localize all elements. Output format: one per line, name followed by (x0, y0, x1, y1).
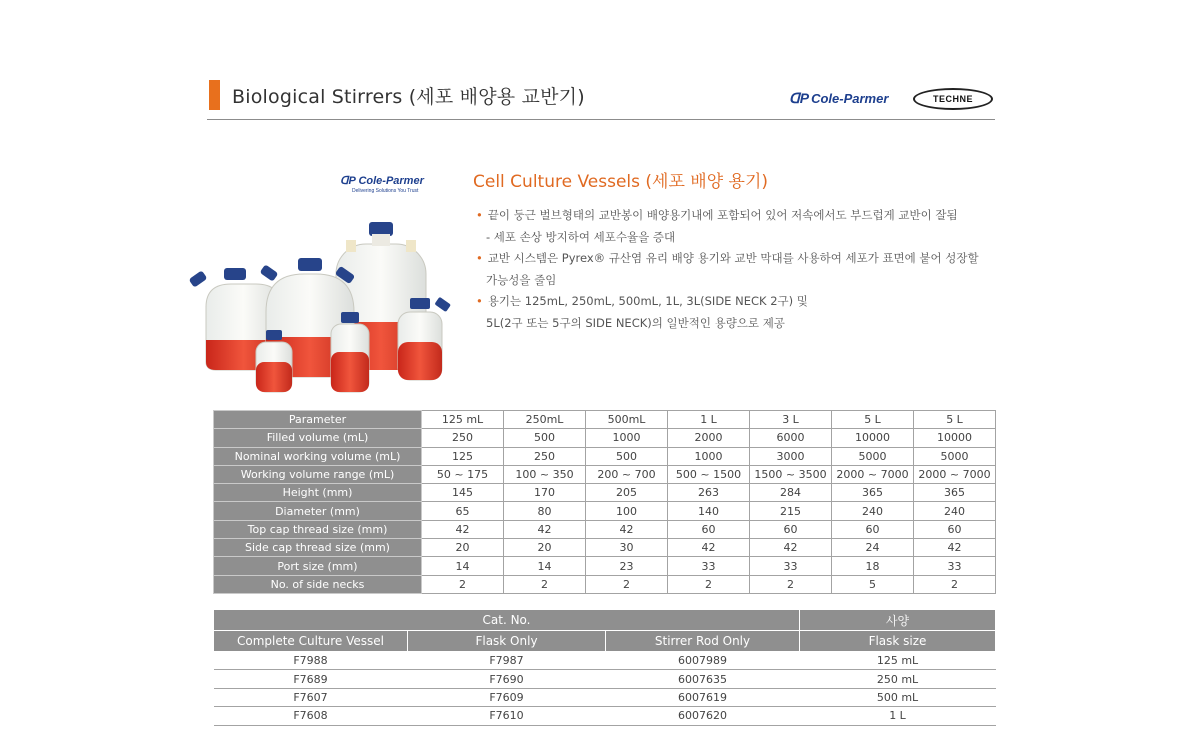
catalog-cell: F7988 (214, 652, 408, 670)
catalog-cell: 6007619 (606, 688, 800, 706)
spec-cell: 42 (504, 520, 586, 538)
col-header-stirrer-rod: Stirrer Rod Only (606, 631, 800, 652)
spec-cell: 6000 (750, 429, 832, 447)
catalog-cell: 6007989 (606, 652, 800, 670)
page-title: Biological Stirrers (세포 배양용 교반기) (232, 86, 585, 108)
spec-cell: 365 (914, 484, 996, 502)
spec-cell: 5 L (832, 411, 914, 429)
spec-cell: 20 (422, 539, 504, 557)
table-row (214, 557, 996, 575)
spec-cell: 33 (750, 557, 832, 575)
catalog-cell: 250 mL (800, 670, 996, 688)
catalog-cell: 1 L (800, 707, 996, 725)
list-item: • 끝이 둥근 벌브형태의 교반봉이 배양용기내에 포함되어 있어 저속에서도 부드럽게 교반이 잘됨 (476, 208, 958, 222)
col-header-complete-vessel: Complete Culture Vessel (214, 631, 408, 652)
page-header (207, 78, 995, 120)
spec-cell: 2 (750, 575, 832, 593)
spec-cell: 5 (832, 575, 914, 593)
bullet-icon: • (476, 251, 483, 265)
table-row (214, 652, 996, 670)
table-row (214, 670, 996, 688)
spec-cell: 3 L (750, 411, 832, 429)
spec-cell: 500 (586, 447, 668, 465)
cat-no-group-header: Cat. No. (214, 610, 800, 631)
table-row (214, 429, 996, 447)
spec-cell: 5000 (832, 447, 914, 465)
parameter-label: Port size (mm) (214, 557, 422, 575)
table-row (214, 465, 996, 483)
table-row (214, 539, 996, 557)
feature-bullet-list (476, 205, 979, 334)
spec-cell: 2000 (668, 429, 750, 447)
table-row (214, 707, 996, 725)
spec-cell: 100 ~ 350 (504, 465, 586, 483)
spec-cell: 60 (832, 520, 914, 538)
spec-cell: 60 (750, 520, 832, 538)
catalog-cell: F7607 (214, 688, 408, 706)
table-row (214, 575, 996, 593)
spec-cell: 65 (422, 502, 504, 520)
spec-cell: 125 mL (422, 411, 504, 429)
parameter-label: Height (mm) (214, 484, 422, 502)
table-row (214, 447, 996, 465)
spec-cell: 33 (668, 557, 750, 575)
spec-cell: 60 (914, 520, 996, 538)
spec-cell: 33 (914, 557, 996, 575)
spec-cell: 50 ~ 175 (422, 465, 504, 483)
spec-cell: 250mL (504, 411, 586, 429)
spec-cell: 500 ~ 1500 (668, 465, 750, 483)
spec-cell: 2 (668, 575, 750, 593)
list-item: 가능성을 줄임 (486, 272, 557, 287)
cole-parmer-mark-icon: ᗡP (340, 175, 359, 187)
catalog-cell: F7689 (214, 670, 408, 688)
spec-cell: 125 (422, 447, 504, 465)
catalog-cell: F7610 (408, 707, 606, 725)
table-row (214, 688, 996, 706)
spec-cell: 10000 (914, 429, 996, 447)
catalog-cell: 6007635 (606, 670, 800, 688)
col-header-flask-only: Flask Only (408, 631, 606, 652)
spec-cell: 240 (914, 502, 996, 520)
spec-group-header: 사양 (800, 610, 996, 631)
spec-cell: 140 (668, 502, 750, 520)
spec-cell: 42 (422, 520, 504, 538)
catalog-cell: 6007620 (606, 707, 800, 725)
parameter-label: No. of side necks (214, 575, 422, 593)
spec-cell: 215 (750, 502, 832, 520)
spec-cell: 200 ~ 700 (586, 465, 668, 483)
parameter-label: Filled volume (mL) (214, 429, 422, 447)
table-row (214, 502, 996, 520)
spec-cell: 2000 ~ 7000 (914, 465, 996, 483)
spec-cell: 2 (422, 575, 504, 593)
spec-cell: 2 (586, 575, 668, 593)
parameter-label: Diameter (mm) (214, 502, 422, 520)
cole-parmer-logo: ᗡP Cole-Parmer (789, 90, 889, 106)
spec-cell: 2000 ~ 7000 (832, 465, 914, 483)
spec-cell: 1500 ~ 3500 (750, 465, 832, 483)
spec-cell: 1000 (668, 447, 750, 465)
culture-vessels-photo (186, 212, 456, 398)
spec-cell: 500 (504, 429, 586, 447)
catalog-cell: F7609 (408, 688, 606, 706)
specification-table (213, 410, 996, 594)
spec-cell: 205 (586, 484, 668, 502)
spec-cell: 14 (504, 557, 586, 575)
list-item: • 교반 시스템은 Pyrex® 규산염 유리 배양 용기와 교반 막대를 사용하여 세포가 표면에 붙어 성장할 (476, 251, 979, 265)
spec-cell: 170 (504, 484, 586, 502)
list-item: 5L(2구 또는 5구의 SIDE NECK)의 일반적인 용량으로 제공 (486, 315, 785, 330)
spec-cell: 42 (668, 539, 750, 557)
spec-cell: 2 (914, 575, 996, 593)
spec-cell: 23 (586, 557, 668, 575)
product-brand-logo: ᗡP Cole-Parmer Delivering Solutions You Trust (340, 175, 424, 194)
spec-cell: 284 (750, 484, 832, 502)
spec-cell: 365 (832, 484, 914, 502)
spec-cell: 240 (832, 502, 914, 520)
spec-cell: 100 (586, 502, 668, 520)
bullet-icon: • (476, 294, 483, 308)
spec-cell: 145 (422, 484, 504, 502)
spec-cell: 42 (586, 520, 668, 538)
spec-cell: 3000 (750, 447, 832, 465)
col-header-flask-size: Flask size (800, 631, 996, 652)
techne-logo: TECHNE (913, 88, 993, 110)
spec-cell: 20 (504, 539, 586, 557)
parameter-label: Parameter (214, 411, 422, 429)
spec-cell: 80 (504, 502, 586, 520)
spec-cell: 18 (832, 557, 914, 575)
spec-cell: 14 (422, 557, 504, 575)
list-item: - 세포 손상 방지하여 세포수율을 증대 (486, 229, 676, 244)
spec-cell: 250 (422, 429, 504, 447)
catalog-cell: 125 mL (800, 652, 996, 670)
spec-cell: 60 (668, 520, 750, 538)
catalog-cell: F7987 (408, 652, 606, 670)
parameter-label: Side cap thread size (mm) (214, 539, 422, 557)
catalog-cell: F7608 (214, 707, 408, 725)
spec-cell: 30 (586, 539, 668, 557)
spec-cell: 250 (504, 447, 586, 465)
spec-cell: 42 (914, 539, 996, 557)
spec-cell: 263 (668, 484, 750, 502)
parameter-label: Top cap thread size (mm) (214, 520, 422, 538)
parameter-label: Working volume range (mL) (214, 465, 422, 483)
spec-cell: 500mL (586, 411, 668, 429)
spec-cell: 5 L (914, 411, 996, 429)
spec-cell: 1 L (668, 411, 750, 429)
catalog-number-table (213, 609, 996, 726)
spec-cell: 42 (750, 539, 832, 557)
header-accent-bar (209, 80, 220, 110)
section-title: Cell Culture Vessels (세포 배양 용기) (473, 172, 768, 192)
bullet-icon: • (476, 208, 483, 222)
spec-cell: 2 (504, 575, 586, 593)
spec-cell: 24 (832, 539, 914, 557)
catalog-cell: F7690 (408, 670, 606, 688)
catalog-cell: 500 mL (800, 688, 996, 706)
spec-cell: 10000 (832, 429, 914, 447)
table-row (214, 520, 996, 538)
list-item: • 용기는 125mL, 250mL, 500mL, 1L, 3L(SIDE NECK 2구) 및 (476, 294, 808, 308)
spec-cell: 1000 (586, 429, 668, 447)
table-row (214, 411, 996, 429)
cole-parmer-mark-icon: ᗡP (789, 90, 810, 106)
spec-cell: 5000 (914, 447, 996, 465)
parameter-label: Nominal working volume (mL) (214, 447, 422, 465)
table-row (214, 484, 996, 502)
